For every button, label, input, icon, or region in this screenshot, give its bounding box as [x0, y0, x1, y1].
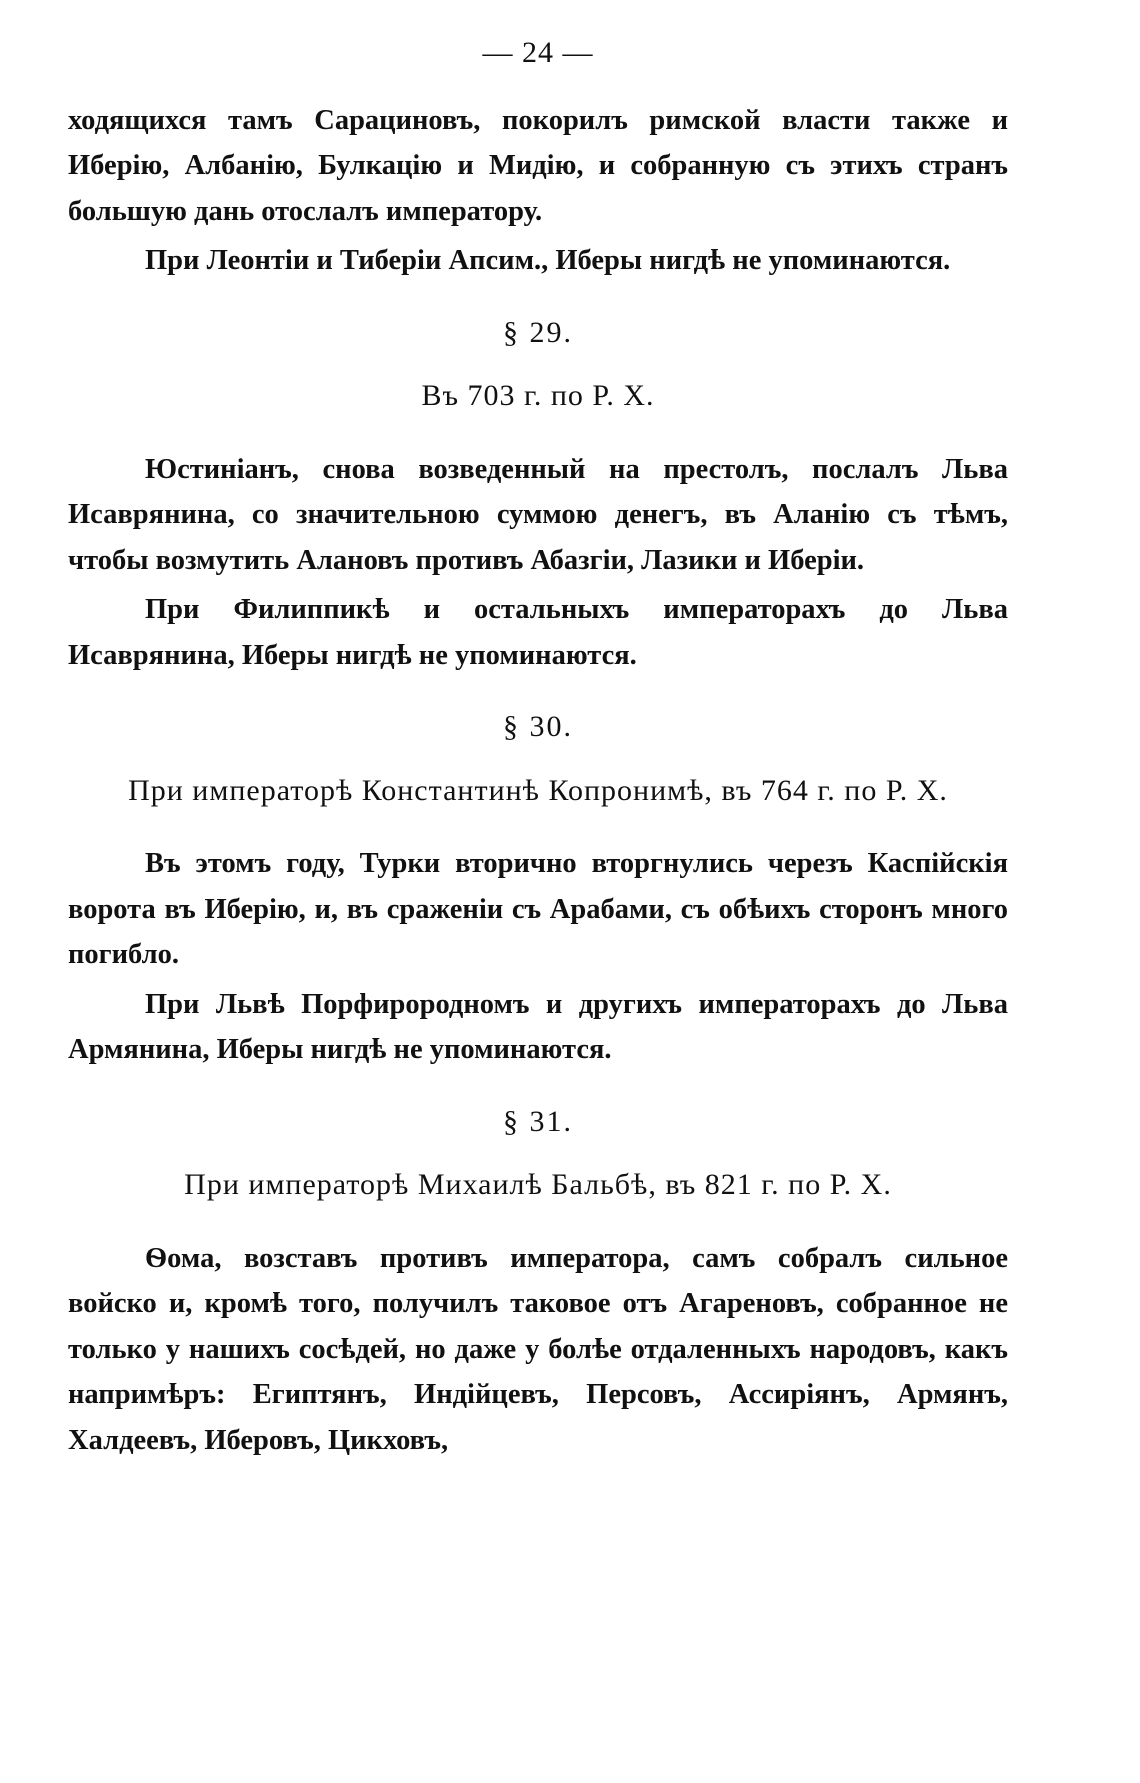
section-31-paragraph-1: Ѳома, возставъ противъ императора, самъ собралъ сильное войско и, кромѣ того, получилъ таковое отъ Агареновъ, собранное не только у нашихъ сосѣдей, но даже у болѣе отдаленныхъ народовъ, какъ напримѣръ: Египтянъ, Индійцевъ, Персовъ, Ассиріянъ, Армянъ, Халдеевъ, Иберовъ, Цикховъ, — [68, 1242, 1008, 1456]
section-30-paragraph-2: При Львѣ Порфирородномъ и другихъ императорахъ до Льва Армянина, Иберы нигдѣ не упоминаются. — [68, 988, 1008, 1065]
section-29-number: § 29. — [503, 315, 573, 349]
section-30-paragraph-1: Въ этомъ году, Турки вторично вторгнулись черезъ Каспійскія ворота въ Иберію, и, въ сраженіи съ Арабами, съ обѣихъ сторонъ много погибло. — [68, 848, 1008, 970]
section-29-paragraph-2: При Филиппикѣ и остальныхъ императорахъ до Льва Исаврянина, Иберы нигдѣ не упоминаются. — [68, 594, 1008, 671]
section-29-paragraph-1: Юстиніанъ, снова возведенный на престолъ, послалъ Льва Исаврянина, со значительною суммою денегъ, въ Аланію съ тѣмъ, чтобы возмутить Алановъ противъ Абазгіи, Лазики и Иберіи. — [68, 453, 1008, 576]
section-30-heading: При императорѣ Константинѣ Копронимѣ, въ 764 г. по Р. Х. — [128, 773, 948, 807]
section-31-heading: При императорѣ Михаилѣ Бальбѣ, въ 821 г. по Р. Х. — [184, 1168, 892, 1201]
section-30-number: § 30. — [503, 710, 573, 743]
intro-continuation: ходящихся тамъ Сарациновъ, покорилъ римской власти также и Иберію, Албанію, Булкацію и Мидію, и собранную съ этихъ странъ большую дань отослалъ императору. — [68, 104, 1008, 227]
document-page — [68, 30, 1008, 1463]
section-29-heading: Въ 703 г. по Р. Х. — [421, 379, 655, 412]
section-31-number: § 31. — [503, 1104, 573, 1138]
page-number: — 24 — — [482, 36, 594, 69]
intro-paragraph: При Леонтіи и Тиберіи Апсим., Иберы нигдѣ не упоминаются. — [145, 245, 951, 276]
